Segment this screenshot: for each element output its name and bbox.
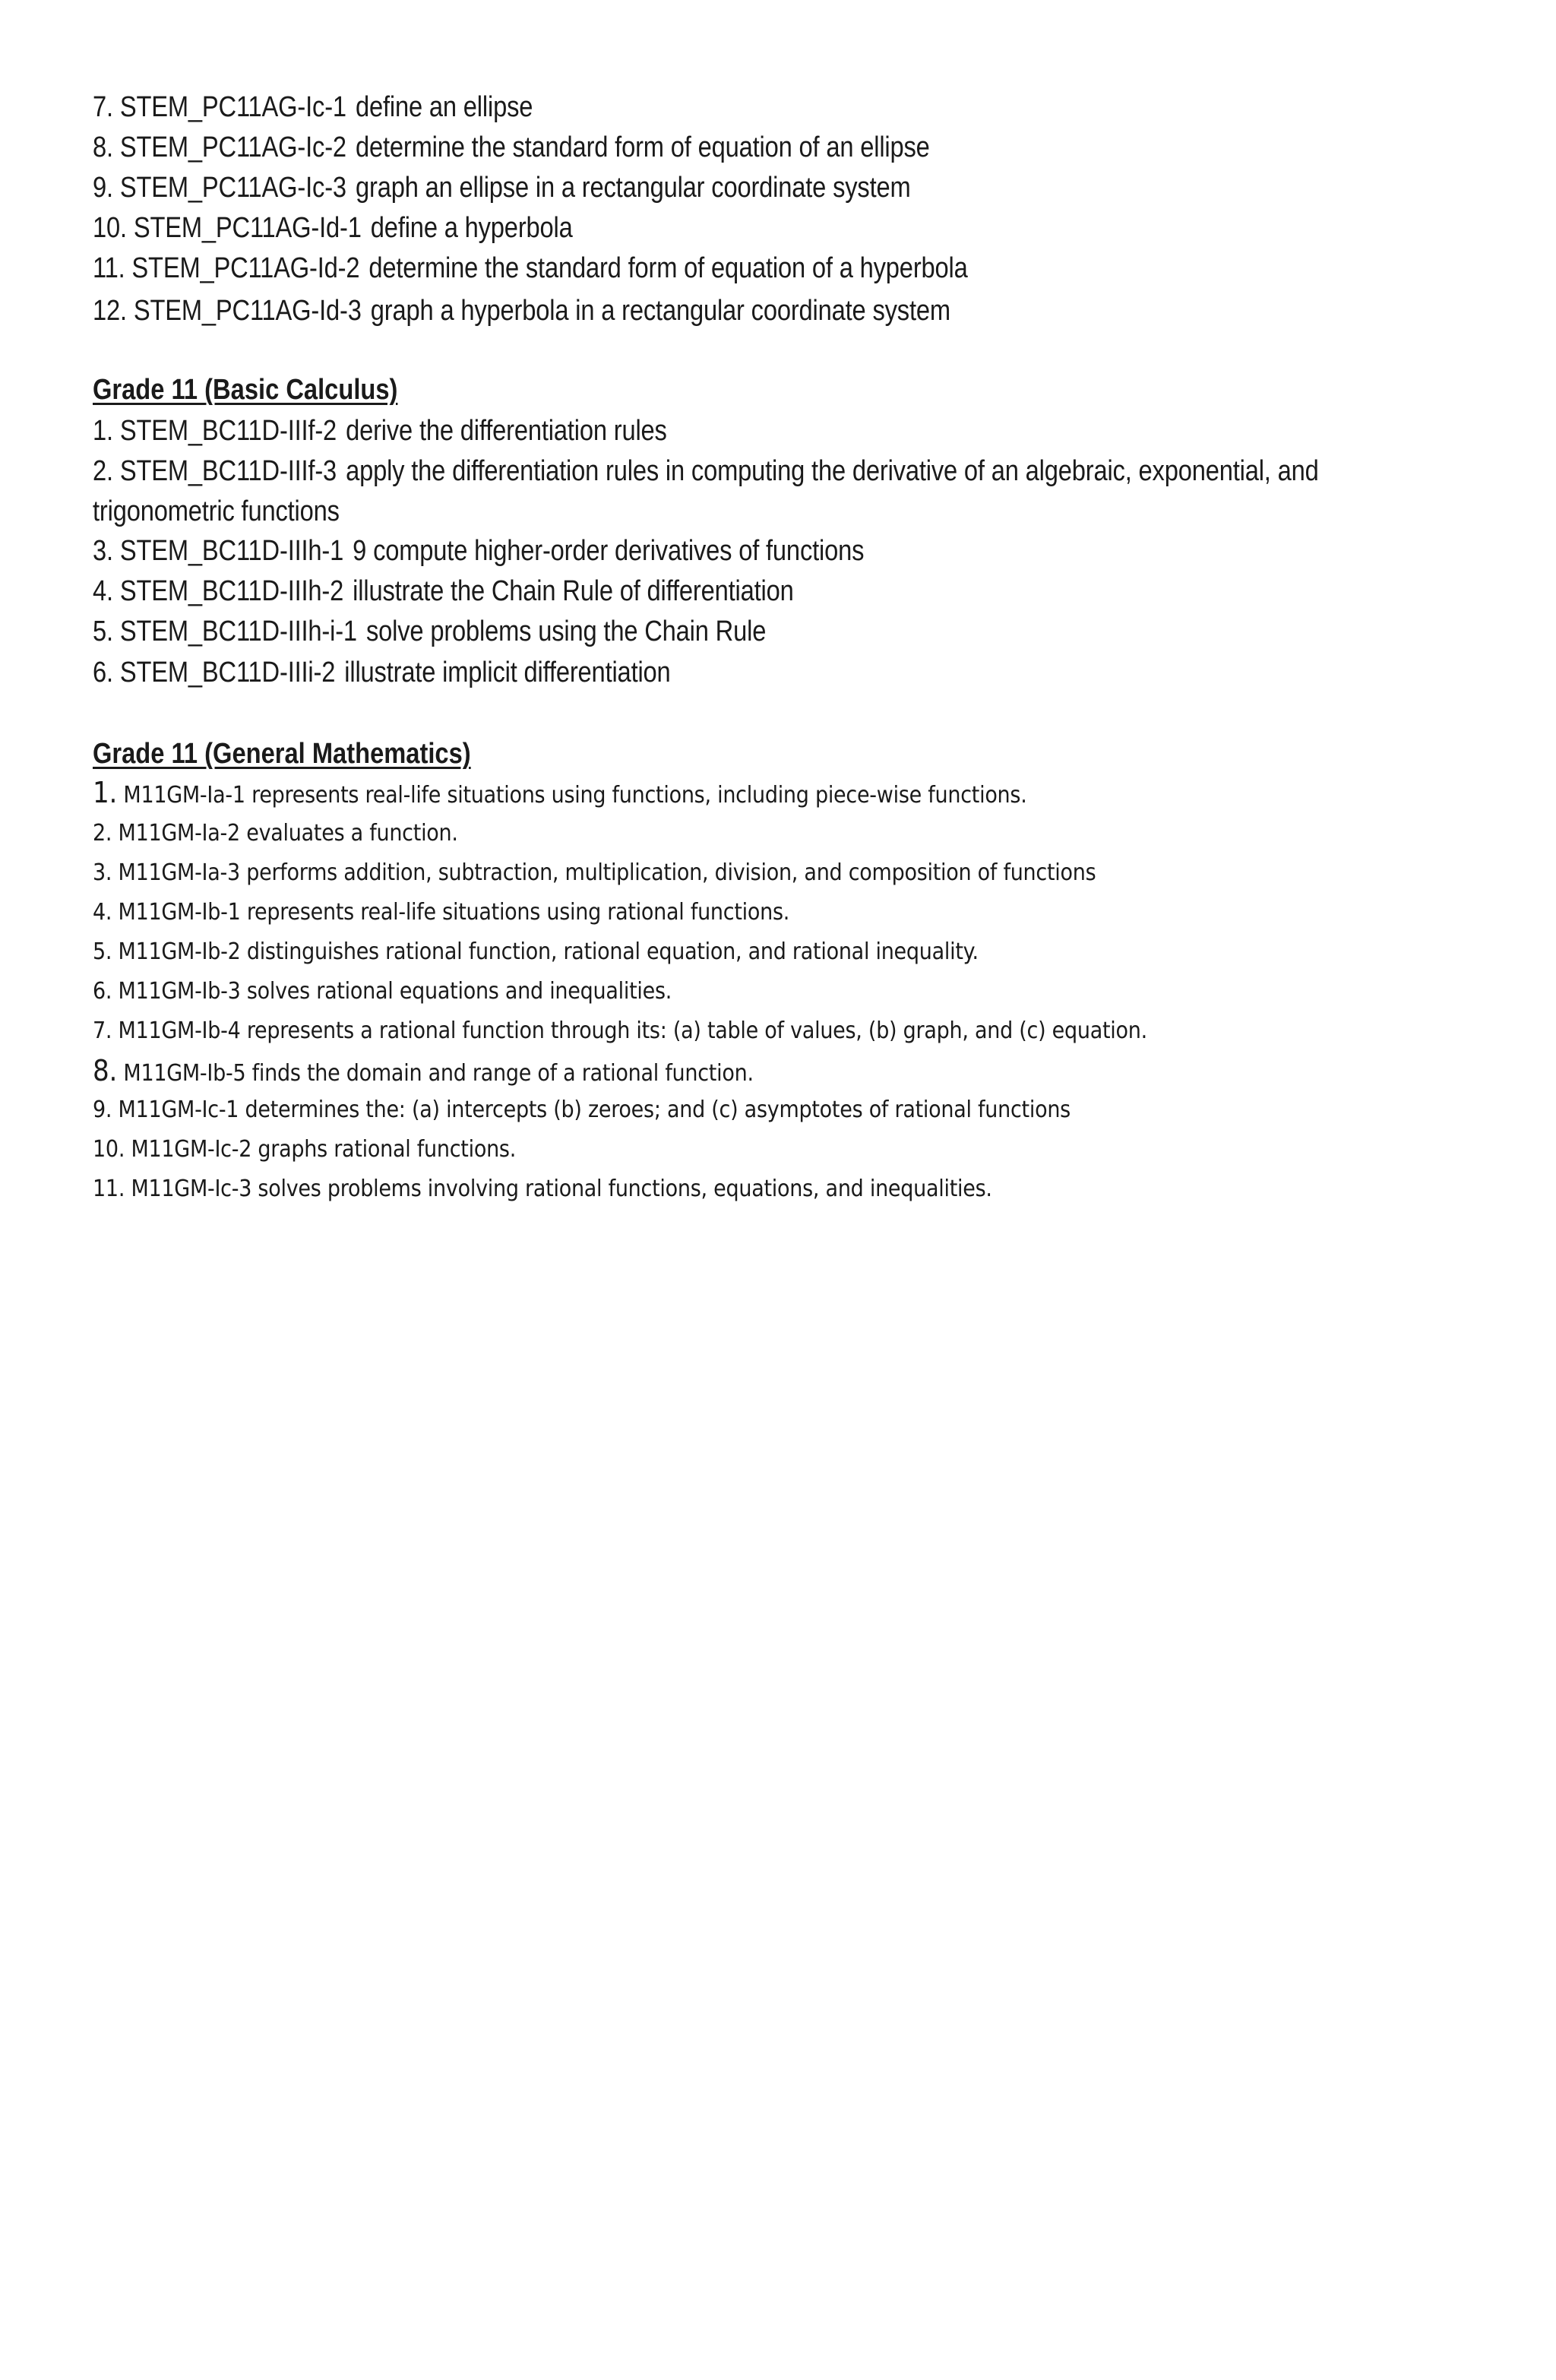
- list-item: 5. STEM_BC11D-IIIh-i-1 solve problems using the Chain Rule: [93, 616, 767, 647]
- list-item: 10. M11GM-Ic-2 graphs rational functions.: [93, 1136, 517, 1163]
- competency-code: M11GM-Ia-3: [118, 859, 240, 886]
- competency-code: STEM_BC11D-IIIh-i-1: [119, 616, 357, 647]
- list-item: 7. STEM_PC11AG-Ic-1 define an ellipse: [93, 91, 533, 123]
- competency-code: STEM_BC11D-IIIf-2: [119, 415, 337, 447]
- list-item: 3. M11GM-Ia-3 performs addition, subtraction, multiplication, division, and composition of functions: [93, 859, 1096, 886]
- competency-code: STEM_PC11AG-Ic-1: [119, 91, 346, 123]
- competency-code: STEM_PC11AG-Id-1: [133, 212, 362, 244]
- competency-code: STEM_BC11D-IIIh-2: [119, 575, 344, 607]
- competency-code: STEM_PC11AG-Id-2: [131, 252, 360, 284]
- list-item: 5. M11GM-Ib-2 distinguishes rational function, rational equation, and rational inequality.: [93, 938, 979, 965]
- list-item-continuation: trigonometric functions: [93, 495, 340, 527]
- list-item: 3. STEM_BC11D-IIIh-1 9 compute higher-order derivatives of functions: [93, 535, 865, 567]
- competency-code: M11GM-Ib-5: [123, 1060, 246, 1087]
- list-item: 2. STEM_BC11D-IIIf-3 apply the differentiation rules in computing the derivative of an algebraic, exponential, and: [93, 455, 1319, 487]
- competency-code: STEM_PC11AG-Ic-2: [119, 131, 346, 163]
- list-item: 10. STEM_PC11AG-Id-1 define a hyperbola: [93, 212, 573, 244]
- competency-code: M11GM-Ic-3: [131, 1176, 252, 1202]
- list-item: 4. M11GM-Ib-1 represents real-life situations using rational functions.: [93, 899, 790, 926]
- section-heading-general-mathematics: Grade 11 (General Mathematics): [93, 738, 471, 770]
- competency-code: STEM_PC11AG-Id-3: [133, 295, 362, 327]
- list-item: 4. STEM_BC11D-IIIh-2 illustrate the Chain Rule of differentiation: [93, 575, 794, 607]
- list-item: 11. STEM_PC11AG-Id-2 determine the standard form of equation of a hyperbola: [93, 252, 968, 284]
- competency-code: M11GM-Ib-1: [118, 899, 241, 926]
- list-item: 9. M11GM-Ic-1 determines the: (a) intercepts (b) zeroes; and (c) asymptotes of rational functions: [93, 1097, 1071, 1123]
- list-item: 8. M11GM-Ib-5 finds the domain and range of a rational function.: [93, 1054, 754, 1087]
- list-item: 2. M11GM-Ia-2 evaluates a function.: [93, 820, 458, 847]
- competency-code: M11GM-Ia-1: [123, 782, 245, 809]
- competency-code: STEM_BC11D-IIIi-2: [119, 657, 336, 688]
- list-item: 9. STEM_PC11AG-Ic-3 graph an ellipse in a rectangular coordinate system: [93, 172, 911, 204]
- competency-code: M11GM-Ic-2: [131, 1136, 252, 1163]
- list-item: 8. STEM_PC11AG-Ic-2 determine the standard form of equation of an ellipse: [93, 131, 930, 163]
- competency-code: M11GM-Ib-4: [118, 1018, 241, 1044]
- competency-code: STEM_PC11AG-Ic-3: [119, 172, 346, 204]
- list-item: 6. M11GM-Ib-3 solves rational equations and inequalities.: [93, 978, 672, 1005]
- list-item: 12. STEM_PC11AG-Id-3 graph a hyperbola in a rectangular coordinate system: [93, 295, 950, 327]
- list-item: 7. M11GM-Ib-4 represents a rational function through its: (a) table of values, (b) graph, and (c) equation.: [93, 1018, 1147, 1044]
- competency-code: STEM_BC11D-IIIh-1: [119, 535, 344, 567]
- competency-code: M11GM-Ib-2: [118, 938, 241, 965]
- list-item: 1. STEM_BC11D-IIIf-2 derive the differentiation rules: [93, 415, 667, 447]
- competency-code: M11GM-Ia-2: [118, 820, 240, 847]
- competency-code: M11GM-Ic-1: [118, 1097, 239, 1123]
- list-item: 11. M11GM-Ic-3 solves problems involving rational functions, equations, and inequalities.: [93, 1176, 992, 1202]
- list-item: 1. M11GM-Ia-1 represents real-life situations using functions, including piece-wise functions.: [93, 776, 1027, 809]
- list-item: 6. STEM_BC11D-IIIi-2 illustrate implicit differentiation: [93, 657, 671, 688]
- competency-code: M11GM-Ib-3: [118, 978, 241, 1005]
- section-heading-basic-calculus: Grade 11 (Basic Calculus): [93, 374, 398, 406]
- competency-code: STEM_BC11D-IIIf-3: [119, 455, 337, 487]
